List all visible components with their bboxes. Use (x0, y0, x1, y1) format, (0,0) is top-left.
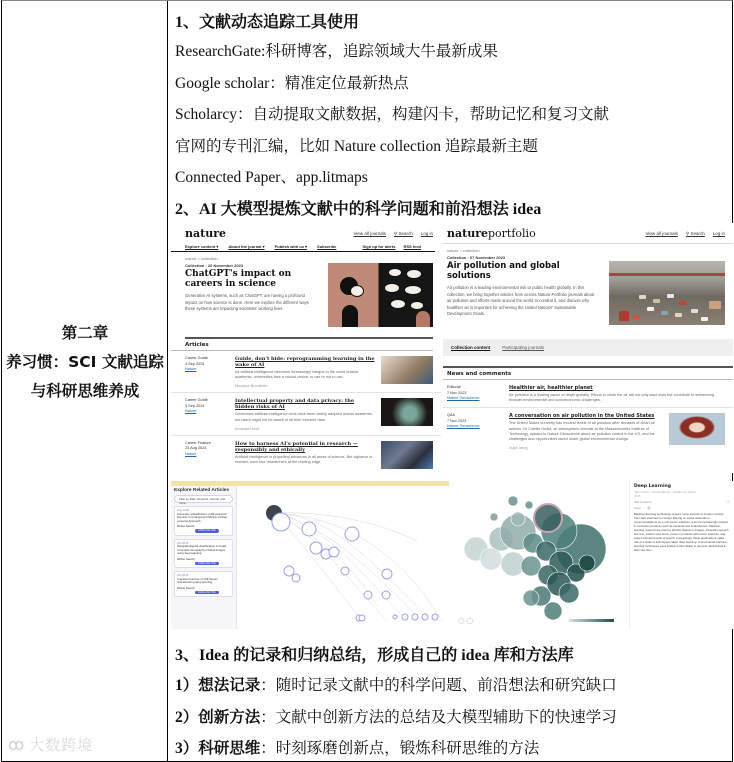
breadcrumb: nature > collection (447, 248, 480, 253)
follow-button[interactable]: Follow this Title (195, 529, 219, 533)
save-button[interactable]: ☐ (726, 500, 729, 504)
article-title-link[interactable]: Healthier air, healthier planet (509, 385, 593, 391)
tool-item-nature-collection: 官网的专刊汇编，比如 Nature collection 追踪最新主题 (175, 138, 538, 155)
news-section-title: News and comments (443, 368, 733, 380)
article-row[interactable]: Q&A 7 Nov 2023 Nature Geoscience A conversation on air pollution in the United States The United States currently has modest levels of air pollution after decades of clean air actions. Dr Colette Heald, an atmospheric chemist at the Massachusetts Institute of Technology, speaks to Nature Geoscience about air pollution control in the US, and the challenges and opportunities faced under global environmental change. Xujia Jiang (443, 408, 733, 454)
paper-abstract: Machine-learning technology powers many aspects of modern society: from web searches to content filtering on social networks to recommendations on e-commerce websites, and it is increasingly present in consumer products such as cameras and smartphones. Machine-learning systems are used to identify objects in images, transcribe speech into text, match news items, posts or products with users' interests, and select relevant results of search. Increasingly, these applications make use of a class of techniques called deep learning. Conventional machine-learning techniques were limited in their ability to process natural data in their raw form... (634, 512, 729, 552)
rss-feed-link[interactable]: RSS feed (403, 244, 421, 249)
chapter-title-block (2, 319, 168, 406)
nav-explore-content[interactable]: Explore content ▾ (185, 244, 219, 249)
paper-year: 2015 (634, 494, 641, 498)
article-title-link[interactable]: Guide, don't hide: reprogramming learning in the wake of AI (235, 356, 375, 368)
article-row[interactable]: Career Guide 4 Sep 2024 Nature Guide, don't hide: reprogramming learning in the wake of AI As artificial intelligence becomes increasingly integral to the world outside academia, universities face a crucial choice: to use or not to use. Monique Brouillette (171, 351, 441, 393)
nature-air-pollution-screenshot (443, 223, 733, 473)
search-link[interactable]: ⚲ Search (685, 230, 705, 236)
follow-button[interactable]: Follow this Title (195, 591, 219, 595)
follow-button[interactable]: Follow this Title (195, 562, 219, 566)
add-to-zotero-link[interactable]: Add to Zotero (634, 500, 652, 504)
section3-heading: 3、Idea 的记录和归纳总结，形成自己的 idea 库和方法库 (175, 647, 574, 664)
chapter-number: 第二章 (61, 324, 109, 342)
article-title-link[interactable]: How to harness AI's potential in research — responsibly and ethically (235, 440, 358, 453)
citation-graph-svg (237, 486, 449, 629)
article-thumbnail (381, 398, 433, 426)
sign-up-alerts-link[interactable]: Sign up for alerts (362, 244, 396, 249)
related-article-card[interactable]: Aug 2020 Automatic Classification of Microseismic Records in Underground Mining: A Deep Learning Approach Refine SearchFollow this Title (174, 506, 233, 536)
chapter-cell (2, 1, 168, 761)
breadcrumb: nature > collection (185, 256, 218, 261)
watermark (8, 734, 93, 755)
sidebar-title: Explore Related Articles (174, 488, 230, 493)
nature-logo: nature (185, 227, 226, 240)
paper-title: Deep Learning (634, 484, 671, 489)
view-all-journals-link[interactable]: View all journals (645, 230, 678, 236)
paper-authors: Yann LeCun, Yoshua Bengio, Geoffrey E. Hinton (634, 490, 697, 494)
login-link[interactable]: Log in (420, 230, 433, 236)
nav-publish[interactable]: Publish with us ▾ (274, 244, 308, 249)
tool-item-researchgate: ResearchGate:科研博客，追踪领域大牛最新成果 (175, 43, 498, 60)
nav-subscribe[interactable]: Subscribe (317, 244, 337, 249)
article-row[interactable]: Career Feature 23 Aug 2024 Nature How to harness AI's potential in research — responsibly and ethically Artificial intelligence is propelling advances in all areas of science. But vigilance is needed, warn four researchers at the leading edge. (171, 436, 441, 473)
content-cell (168, 1, 732, 761)
search-icon: ⚲ (685, 230, 691, 236)
paper-detail-panel (629, 481, 733, 629)
article-thumbnail (381, 441, 433, 469)
related-article-card[interactable]: Oct 2016 Cognitive features of CNN layers characterizing deep learning Refine SearchFollow this Title (174, 571, 233, 597)
nature-nav (171, 240, 435, 252)
collection-title: ChatGPT's impact on careers in science (185, 269, 292, 289)
tool-item-scholarcy: Scholarcy：自动提取文献数据，构建闪卡，帮助记忆和复习文献 (175, 106, 609, 123)
search-icon: ⚲ (393, 230, 399, 236)
articles-section-title: Articles (171, 339, 433, 351)
traffic-photo (609, 261, 725, 325)
tool-item-connected-paper: Connected Paper、app.litmaps (175, 169, 368, 186)
idea-item-2: 2）创新方法：文献中创新方法的总结及大模型辅助下的快速学习 (175, 709, 617, 726)
bubble-map-svg (451, 481, 626, 629)
idea-item-3: 3）科研思维：时刻琢磨创新点，锻炼科研思维的方法 (175, 740, 540, 757)
related-article-card[interactable]: Oct 2019 Histopathological classification in breast computed tomography medical images using deep learning Refine SearchFollow this Title (174, 539, 233, 569)
collection-description: Generative AI systems, such as ChatGPT, are having a profound impact on how science is done. Here we explore the different ways these systems are impacting scientists' working lives. (185, 293, 309, 311)
collection-meta: Collection · 20 November 2023 (185, 263, 244, 268)
content-table (1, 0, 733, 762)
portrait-thumbnail (669, 413, 725, 445)
collection-tabs (443, 339, 733, 356)
login-link[interactable]: Log in (712, 230, 725, 236)
chatgpt-illustration-image (328, 263, 433, 327)
article-thumbnail (381, 356, 433, 384)
link-icon[interactable]: ⛓ (647, 506, 651, 510)
section2-heading: 2、AI 大模型提炼文献中的科学问题和前沿想法 idea (175, 201, 542, 218)
nature-portfolio-logo: natureportfolio (447, 227, 536, 240)
filter-input[interactable]: Filter by Date, Keyword, Journal, and more... (174, 495, 233, 503)
view-all-journals-link[interactable]: View all journals (353, 230, 386, 236)
tab-collection-content[interactable]: Collection content (451, 345, 491, 350)
open-link[interactable]: Open (634, 506, 642, 510)
bubble-map[interactable] (451, 481, 626, 629)
litmaps-sidebar (171, 486, 237, 629)
chapter-title-line1: 养习惯：SCI 文献追踪 (6, 353, 164, 371)
watermark-text: 大数跨境 (29, 736, 94, 754)
chapter-title-line2: 与科研思维养成 (30, 382, 140, 400)
tab-participating-journals[interactable]: Participating journals (502, 345, 545, 350)
article-row[interactable]: Editorial 7 Nov 2023 Nature Geoscience Healthier air, healthier planet Air pollution is a leading cause of death globally. Efforts to clean the air will not only save lives but contribute to addressing broader environmental and socioeconomic challenges. (443, 380, 733, 408)
tool-item-google-scholar: Google scholar：精准定位最新热点 (175, 75, 409, 92)
nature-chatgpt-screenshot (171, 223, 441, 473)
article-title-link[interactable]: A conversation on air pollution in the United States (509, 413, 655, 420)
bubble-map-screenshot (451, 481, 733, 629)
nav-about-journal[interactable]: About the journal ▾ (228, 244, 265, 249)
article-row[interactable]: Career Guide 4 Sep 2024 Nature Intellectual property and data privacy: the hidden risks of AI Generative artificial intelligence tools have been widely adopted across academia, but users might not be aware of all their inherent risks. Amanda Heidt (171, 393, 441, 435)
article-title-link[interactable]: Intellectual property and data privacy: the hidden risks of AI (235, 398, 355, 411)
citation-graph[interactable] (237, 486, 449, 629)
search-link[interactable]: ⚲ Search (393, 230, 413, 236)
section1-heading: 1、文献动态追踪工具使用 (175, 14, 360, 31)
litmaps-screenshot (171, 481, 449, 629)
watermark-logo-icon: ꝏ (8, 735, 26, 754)
idea-item-1: 1）想法记录：随时记录文献中的科学问题、前沿想法和研究缺口 (175, 677, 617, 694)
collection-title: Air pollution and global solutions (447, 261, 560, 281)
collection-description: Air pollution is a leading environmental risk to public health globally. In this collection, we bring together articles from across Nature Portfolio journals about air pollution and efforts made around the world to combat it, and discuss why healthier air is important for achieving the United Nations' Sustainable Development Goals. (447, 285, 595, 316)
collection-meta: Collection · 07 November 2023 (447, 255, 506, 260)
